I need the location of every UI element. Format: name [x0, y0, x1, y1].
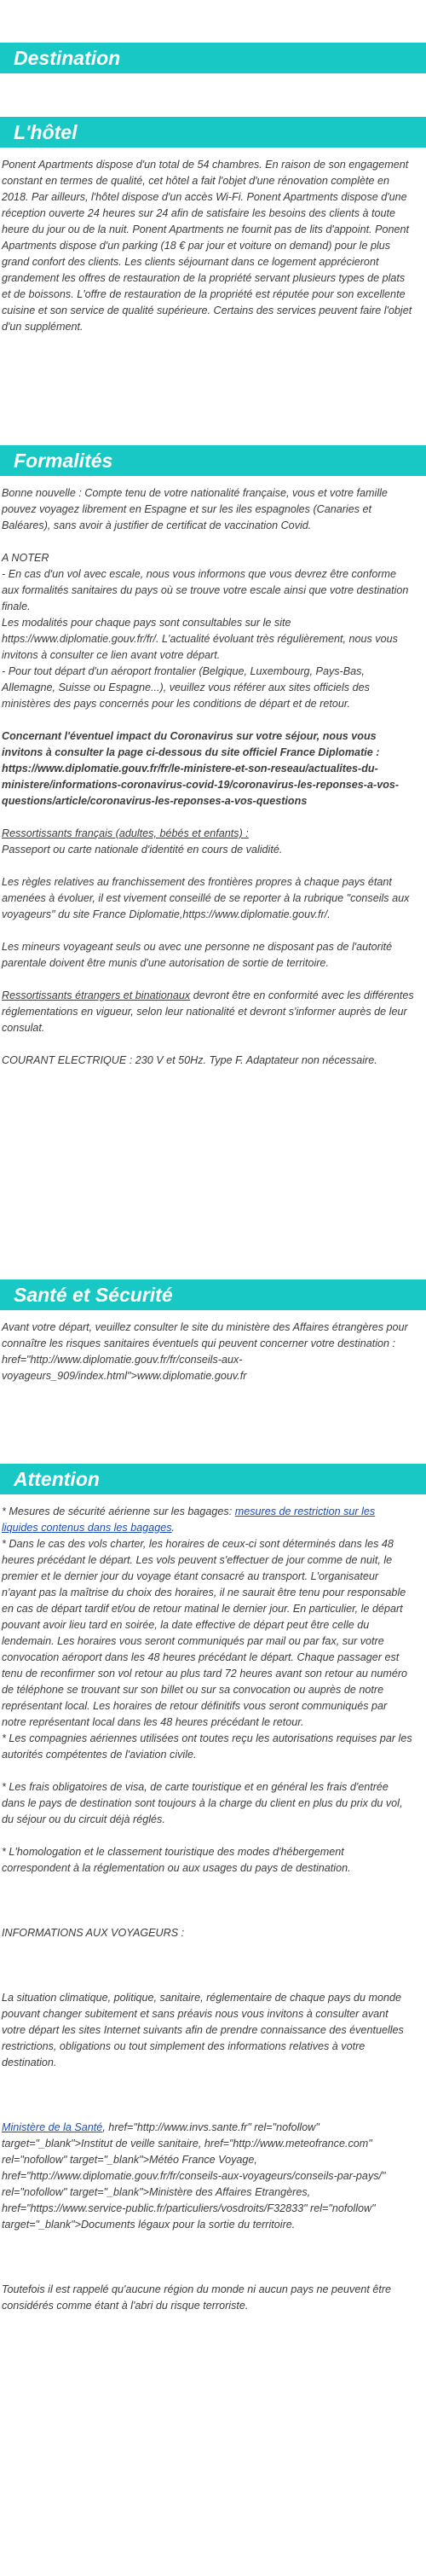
attention-section — [0, 1464, 426, 2314]
note-modalites: Les modalités pour chaque pays sont consultables sur le site https://www.diplomatie.gouv.fr/fr/. L'actualité évoluant très régulièrement, nous vous invitons à consulter ce lien avant votre départ. — [2, 617, 398, 661]
etrangers-heading: Ressortissants étrangers et binationaux — [2, 989, 191, 1001]
formalites-section — [0, 445, 426, 1069]
horaires-text: * Dans le cas des vols charter, les horaires de ceux-ci sont déterminés dans les 48 heures précédant le départ. Les vols peuvent s'effectuer de jour comme de nuit, le premier et le dernier jour du voyage étant consacré au transport. L'organisateur n'ayant pas la maîtrise du choix des horaires, il ne saurait être tenu pour responsable en cas de départ tardif et/ou de retour matinal le dernier jour. En particulier, le départ pouvant avoir lieu tard en soirée, la date effective de départ peut être celle du lendemain. Les horaires vous seront communiqués par mail ou par fax, sur votre convocation aéroport dans les 48 heures précédant le départ. Chaque passager est tenu de reconfirmer son vol retour au plus tard 72 heures avant son retour au numéro de téléphone se trouvant sur son billet ou sur sa convocation ou auprès de notre représentant local. Les horaires de retour définitifs vous seront communiqués par notre représentant local dans les 48 heures précédant le retour. — [2, 1538, 408, 1728]
hotel-section — [0, 117, 426, 335]
sites-paragraph — [2, 2120, 414, 2233]
attention-title: Attention — [0, 1464, 426, 1494]
etrangers-paragraph — [2, 988, 414, 1036]
destination-section — [0, 43, 426, 73]
mesures-suffix: . — [171, 1522, 176, 1534]
mesures-prefix: * Mesures de sécurité aérienne sur les bagages: — [2, 1506, 235, 1517]
etrangers-text: devront être en conformité avec les différentes réglementations en vigueur, selon leur nationalité et devront s'informer auprès de leur consulat. — [2, 989, 414, 1034]
frontieres-text: Les règles relatives au franchissement des frontières propres à chaque pays étant amenées à évoluer, il est vivement conseillé de se reporter à la rubrique "conseils aux voyageurs" du site France Diplomatie,https://www.diplomatie.gouv.fr/. — [2, 876, 410, 920]
mesures-restriction-link[interactable]: mesures de restriction sur les liquides contenus dans les bagages — [2, 1506, 376, 1534]
sante-section — [0, 1279, 426, 1384]
courant-electrique: COURANT ELECTRIQUE : 230 V et 50Hz. Type F. Adaptateur non nécessaire. — [2, 1054, 377, 1066]
ministere-sante-link[interactable]: Ministère de la Santé — [2, 2121, 103, 2133]
sites-text: , href="http://www.invs.sante.fr" rel="nofollow" target="_blank">Institut de veille sanitaire, href="http://www.meteofrance.com" rel="nofollow" target="_blank">Météo France Voyage, href="http://www.diplomatie.gouv.fr/fr/conseils-aux-voyageurs/conseils-par-pays/" rel="nofollow" target="_blank">Ministère des Affaires Etrangères, href="https://www.service-public.fr/particuliers/vosdroits/F32833" rel="nofollow" target="_blank">Documents légaux pour la sortie du territoire. — [2, 2121, 386, 2231]
destination-title: Destination — [0, 43, 426, 73]
situation-text: La situation climatique, politique, sanitaire, réglementaire de chaque pays du monde pouvant changer subitement et sans préavis nous vous invitons à consulter avant votre départ les sites Internet suivants afin de prendre connaissance des éventuelles restrictions, obligations ou tout simplement des informations relatives à votre destination. — [2, 1992, 404, 2068]
compagnies-text: * Les compagnies aériennes utilisées ont toutes reçu les autorisations requises par les autorités compétentes de l'aviation civile. — [2, 1732, 412, 1761]
coronavirus-notice: Concernant l'éventuel impact du Coronavirus sur votre séjour, nous vous invitons à consulter la page ci-dessous du site officiel France Diplomatie : https://www.diplomatie.gouv.fr/fr/le-ministere-et-son-reseau/actualites-du-ministere/informations-coronavirus-covid-19/coronavirus-les-reponses-a-vos-questions/article/coronavirus-les-reponses-a-vos-questions — [2, 730, 400, 807]
note-aeroport-frontalier: - Pour tout départ d'un aéroport frontalier (Belgique, Luxembourg, Pays-Bas, Allemagne, Suisse ou Espagne...), veuillez vous référer aux sites officiels des ministères des pays concernés pour les conditions de départ et de retour. — [2, 665, 370, 710]
sante-text: Avant votre départ, veuillez consulter le site du ministère des Affaires étrangères pour connaître les risques sanitaires éventuels qui peuvent concerner votre destination : href="http://www.diplomatie.gouv.fr/fr/conseils-aux-voyageurs_909/index.html">www.diplomatie.gouv.fr — [2, 1321, 408, 1382]
mineurs-text: Les mineurs voyageant seuls ou avec une personne ne disposant pas de l'autorité parentale doivent être munis d'une autorisation de sortie de territoire. — [2, 941, 393, 969]
ressortissants-francais-text: Passeport ou carte nationale d'identité en cours de validité. — [2, 844, 283, 856]
frais-text: * Les frais obligatoires de visa, de carte touristique et en général les frais d'entrée dans le pays de destination sont toujours à la charge du client en plus du prix du vol, du séjour ou du circuit déjà réglés. — [2, 1781, 403, 1825]
homologation-text: * L'homologation et le classement touristique des modes d'hébergement correspondent à la réglementation ou aux usages du pays de destination. — [2, 1846, 351, 1874]
hotel-title: L'hôtel — [0, 117, 426, 148]
note-escale: - En cas d'un vol avec escale, nous vous informons que vous devrez être conforme aux formalités sanitaires du pays où se trouve votre escale ainsi que votre destination finale. — [2, 568, 409, 612]
informations-voyageurs-heading: INFORMATIONS AUX VOYAGEURS : — [2, 1927, 185, 1939]
rappel-terroriste: Toutefois il est rappelé qu'aucune région du monde ni aucun pays ne peuvent être considérés comme étant à l'abri du risque terroriste. — [2, 2283, 392, 2312]
formalites-title: Formalités — [0, 445, 426, 476]
formalites-intro: Bonne nouvelle : Compte tenu de votre nationalité française, vous et votre famille pouvez voyagez librement en Espagne et sur les iles espagnoles (Canaries et Baléares), sans avoir à justifier de certificat de vaccination Covid. — [2, 487, 388, 531]
mesures-paragraph — [2, 1504, 414, 1536]
ressortissants-francais-heading: Ressortissants français (adultes, bébés et enfants) : — [2, 827, 249, 839]
a-noter-heading: A NOTER — [2, 552, 49, 564]
hotel-description: Ponent Apartments dispose d'un total de 54 chambres. En raison de son engagement constant en termes de qualité, cet hôtel a fait l'objet d'une rénovation complète en 2018. Par ailleurs, l'hôtel dispose d'un accès Wi-Fi. Ponent Apartments dispose d'une réception ouverte 24 heures sur 24 afin de satisfaire les besoins des clients à toute heure du jour ou de la nuit. Ponent Apartments ne fournit pas de lits d'appoint. Ponent Apartments dispose d'un parking (18 € par jour et voiture on demand) pour le plus grand confort des clients. Les clients séjournant dans ce logement apprécieront grandement les offres de restauration de la propriété servant plusieurs types de plats et de boissons. L'offre de restauration de la propriété est réputée pour son excellente cuisine et son service de qualité supérieure. Certains des services peuvent faire l'objet d'un supplément. — [2, 159, 412, 333]
sante-title: Santé et Sécurité — [0, 1279, 426, 1310]
